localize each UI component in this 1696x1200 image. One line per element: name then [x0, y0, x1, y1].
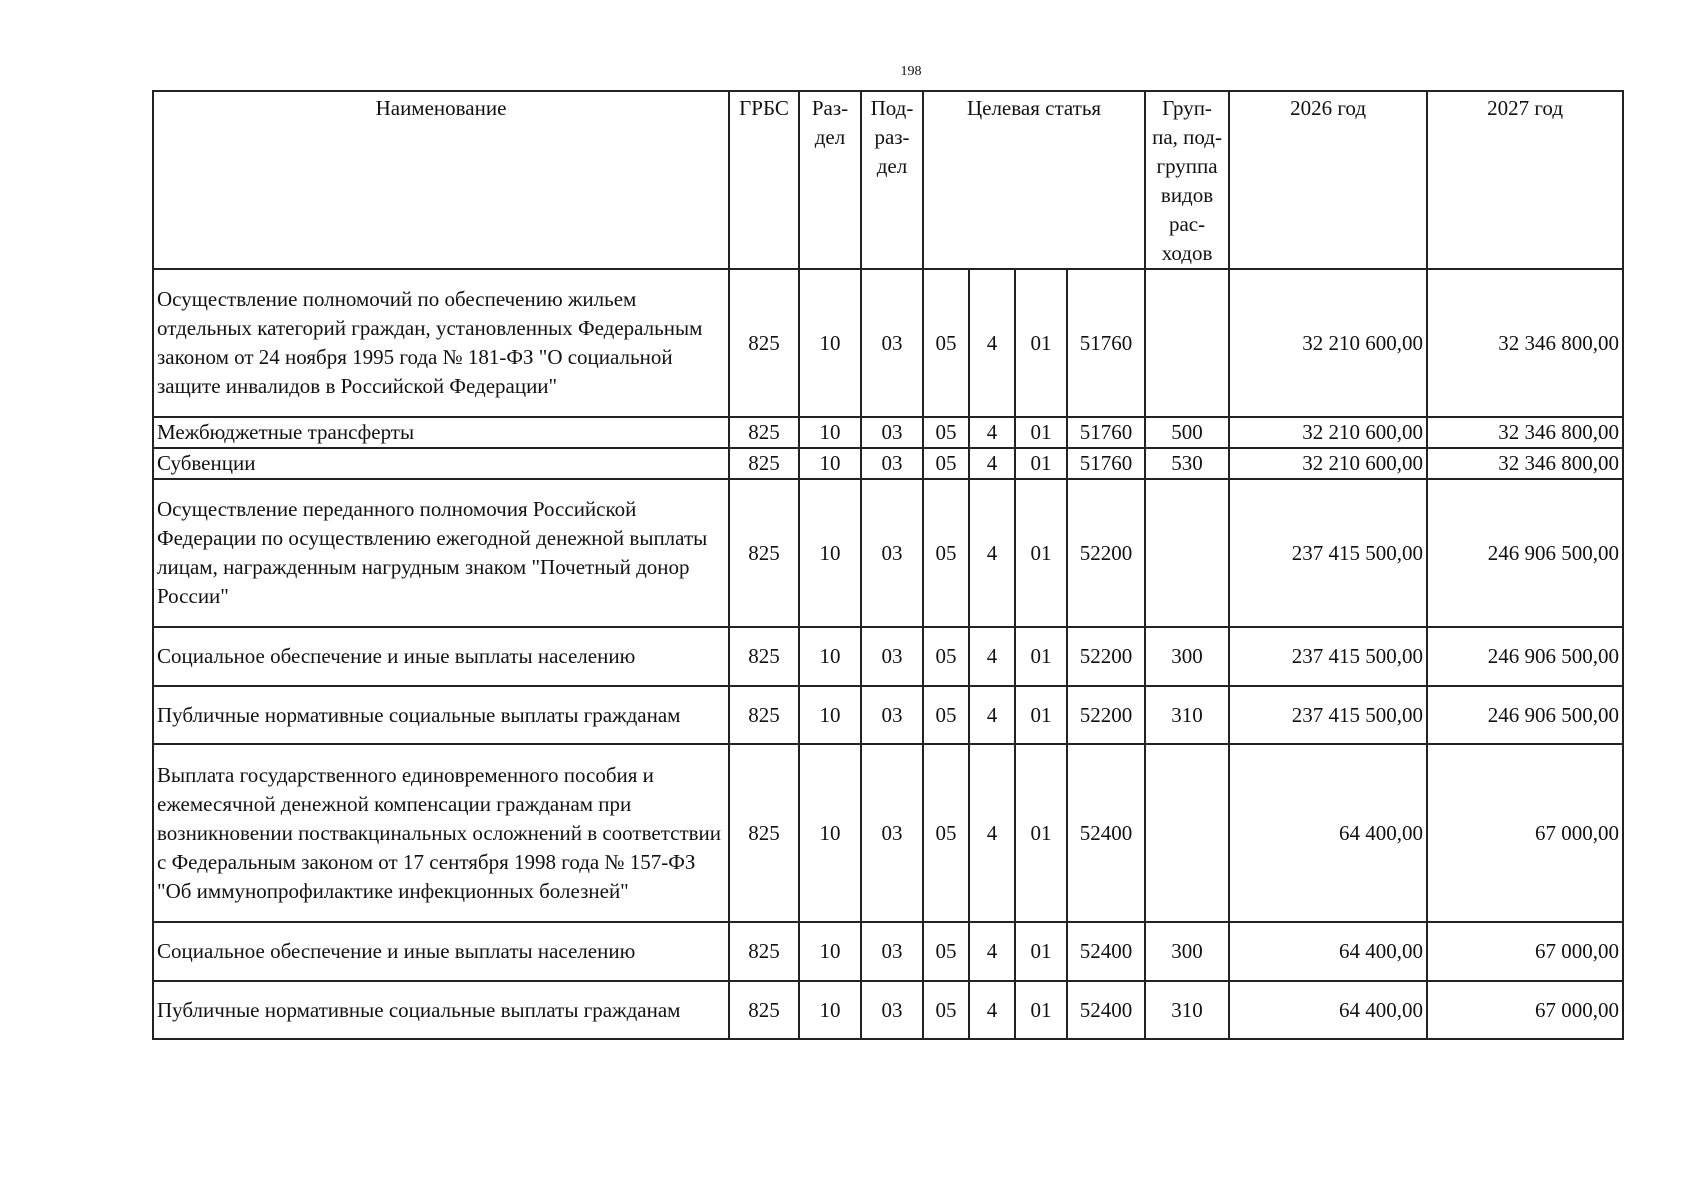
row-target-article-part1: 05 [923, 686, 969, 744]
row-target-article-part2: 4 [969, 627, 1015, 686]
row-name: Выплата государственного единовременного пособия и ежемесячной денежной компенсации гражданам при возникновении поствакцинальных осложнений в соответствии с Федеральным законом от 17 сентября 1998 года № 157-ФЗ "Об иммунопрофилактике инфекционных болезней" [153, 744, 729, 922]
row-target-article-part2: 4 [969, 269, 1015, 417]
row-target-article-part4: 52400 [1067, 981, 1145, 1039]
row-amount-2027: 32 346 800,00 [1427, 448, 1623, 479]
row-expense-group: 300 [1145, 922, 1229, 981]
row-amount-2027: 32 346 800,00 [1427, 269, 1623, 417]
row-section: 10 [799, 479, 861, 627]
table-row [153, 981, 1623, 1039]
row-target-article-part2: 4 [969, 448, 1015, 479]
header-2027: 2027 год [1427, 91, 1623, 269]
table-row [153, 269, 1623, 417]
row-grbs: 825 [729, 627, 799, 686]
row-target-article-part3: 01 [1015, 448, 1067, 479]
row-target-article-part4: 52200 [1067, 686, 1145, 744]
table-row [153, 627, 1623, 686]
row-target-article-part1: 05 [923, 744, 969, 922]
row-subsection: 03 [861, 686, 923, 744]
row-name: Субвенции [153, 448, 729, 479]
table-row [153, 479, 1623, 627]
row-expense-group: 500 [1145, 417, 1229, 448]
row-name: Межбюджетные трансферты [153, 417, 729, 448]
row-expense-group: 300 [1145, 627, 1229, 686]
row-target-article-part3: 01 [1015, 479, 1067, 627]
table-row [153, 417, 1623, 448]
table-row [153, 922, 1623, 981]
row-section: 10 [799, 686, 861, 744]
row-target-article-part4: 51760 [1067, 448, 1145, 479]
row-section: 10 [799, 922, 861, 981]
page-number: 198 [900, 64, 922, 79]
row-target-article-part4: 52400 [1067, 744, 1145, 922]
row-amount-2026: 32 210 600,00 [1229, 448, 1427, 479]
row-target-article-part1: 05 [923, 479, 969, 627]
row-name: Социальное обеспечение и иные выплаты населению [153, 922, 729, 981]
row-amount-2027: 246 906 500,00 [1427, 686, 1623, 744]
row-section: 10 [799, 627, 861, 686]
row-target-article-part3: 01 [1015, 417, 1067, 448]
table-row [153, 744, 1623, 922]
row-target-article-part3: 01 [1015, 922, 1067, 981]
row-subsection: 03 [861, 922, 923, 981]
row-target-article-part1: 05 [923, 981, 969, 1039]
row-target-article-part4: 52200 [1067, 627, 1145, 686]
row-target-article-part2: 4 [969, 981, 1015, 1039]
row-subsection: 03 [861, 479, 923, 627]
row-amount-2027: 246 906 500,00 [1427, 479, 1623, 627]
row-target-article-part4: 51760 [1067, 269, 1145, 417]
row-target-article-part2: 4 [969, 744, 1015, 922]
row-subsection: 03 [861, 744, 923, 922]
row-amount-2026: 32 210 600,00 [1229, 417, 1427, 448]
row-target-article-part4: 52200 [1067, 479, 1145, 627]
row-expense-group [1145, 269, 1229, 417]
row-target-article-part3: 01 [1015, 744, 1067, 922]
table-body [153, 269, 1623, 1039]
row-grbs: 825 [729, 981, 799, 1039]
row-section: 10 [799, 269, 861, 417]
row-target-article-part3: 01 [1015, 269, 1067, 417]
budget-table [152, 90, 1624, 1040]
header-name: Наименование [153, 91, 729, 269]
table-row [153, 448, 1623, 479]
row-target-article-part1: 05 [923, 269, 969, 417]
row-target-article-part3: 01 [1015, 981, 1067, 1039]
row-target-article-part4: 51760 [1067, 417, 1145, 448]
row-expense-group [1145, 479, 1229, 627]
row-target-article-part4: 52400 [1067, 922, 1145, 981]
row-target-article-part3: 01 [1015, 686, 1067, 744]
row-grbs: 825 [729, 448, 799, 479]
row-amount-2027: 246 906 500,00 [1427, 627, 1623, 686]
row-expense-group: 310 [1145, 981, 1229, 1039]
header-2026: 2026 год [1229, 91, 1427, 269]
row-name: Социальное обеспечение и иные выплаты населению [153, 627, 729, 686]
row-subsection: 03 [861, 981, 923, 1039]
row-target-article-part2: 4 [969, 417, 1015, 448]
row-amount-2027: 32 346 800,00 [1427, 417, 1623, 448]
row-amount-2027: 67 000,00 [1427, 744, 1623, 922]
row-grbs: 825 [729, 417, 799, 448]
row-target-article-part2: 4 [969, 479, 1015, 627]
row-target-article-part1: 05 [923, 922, 969, 981]
row-amount-2026: 64 400,00 [1229, 922, 1427, 981]
header-target-article: Целевая статья [923, 91, 1145, 269]
row-amount-2026: 237 415 500,00 [1229, 479, 1427, 627]
row-section: 10 [799, 744, 861, 922]
header-section: Раз- дел [799, 91, 861, 269]
row-amount-2026: 237 415 500,00 [1229, 686, 1427, 744]
row-target-article-part2: 4 [969, 686, 1015, 744]
row-subsection: 03 [861, 417, 923, 448]
table-row [153, 686, 1623, 744]
row-name: Публичные нормативные социальные выплаты гражданам [153, 686, 729, 744]
row-section: 10 [799, 448, 861, 479]
row-target-article-part2: 4 [969, 922, 1015, 981]
row-subsection: 03 [861, 448, 923, 479]
row-amount-2026: 64 400,00 [1229, 981, 1427, 1039]
row-grbs: 825 [729, 479, 799, 627]
row-name: Публичные нормативные социальные выплаты гражданам [153, 981, 729, 1039]
row-amount-2027: 67 000,00 [1427, 922, 1623, 981]
row-expense-group [1145, 744, 1229, 922]
header-subsection: Под- раз- дел [861, 91, 923, 269]
row-grbs: 825 [729, 744, 799, 922]
row-name: Осуществление полномочий по обеспечению жильем отдельных категорий граждан, установленных Федеральным законом от 24 ноября 1995 года № 181-ФЗ "О социальной защите инвалидов в Российской Федерации" [153, 269, 729, 417]
row-amount-2026: 237 415 500,00 [1229, 627, 1427, 686]
row-expense-group: 530 [1145, 448, 1229, 479]
row-amount-2027: 67 000,00 [1427, 981, 1623, 1039]
row-grbs: 825 [729, 269, 799, 417]
row-amount-2026: 64 400,00 [1229, 744, 1427, 922]
header-grbs: ГРБС [729, 91, 799, 269]
row-target-article-part1: 05 [923, 627, 969, 686]
row-target-article-part3: 01 [1015, 627, 1067, 686]
row-subsection: 03 [861, 627, 923, 686]
row-grbs: 825 [729, 686, 799, 744]
table-header-row [153, 91, 1623, 269]
row-subsection: 03 [861, 269, 923, 417]
row-amount-2026: 32 210 600,00 [1229, 269, 1427, 417]
row-name: Осуществление переданного полномочия Российской Федерации по осуществлению ежегодной денежной выплаты лицам, награжденным нагрудным знаком "Почетный донор России" [153, 479, 729, 627]
row-grbs: 825 [729, 922, 799, 981]
row-section: 10 [799, 417, 861, 448]
row-target-article-part1: 05 [923, 417, 969, 448]
header-expense-group: Груп- па, под- группа видов рас- ходов [1145, 91, 1229, 269]
row-target-article-part1: 05 [923, 448, 969, 479]
row-section: 10 [799, 981, 861, 1039]
row-expense-group: 310 [1145, 686, 1229, 744]
